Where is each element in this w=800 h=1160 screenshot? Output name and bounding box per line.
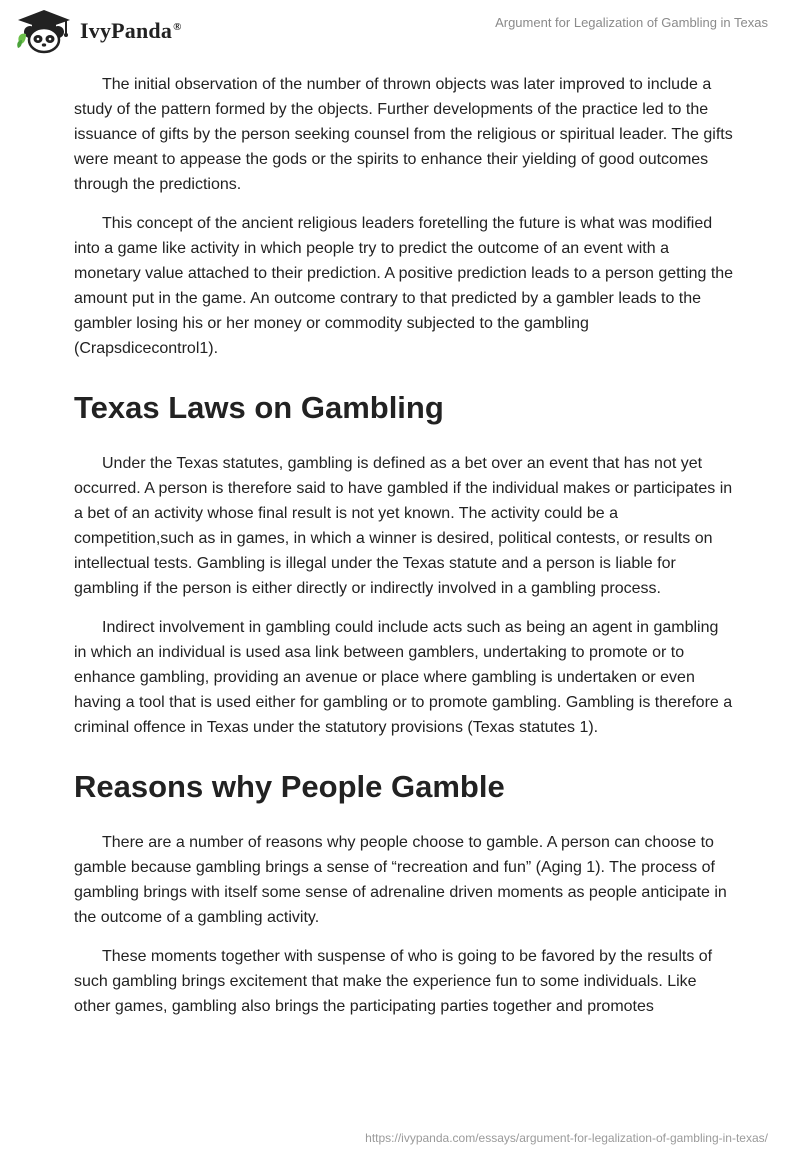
paragraph: Indirect involvement in gambling could include acts such as being an agent in gambling in which an individual is used asa link between gamblers, undertaking to promote or to enhance gambling, providing an avenue or place where gambling is undertaken or even having a tool that is used either for gambling or to promote gambling. Gambling is therefore a criminal offence in Texas under the statutory provisions (Texas statutes 1).: [74, 619, 733, 736]
source-url[interactable]: https://ivypanda.com/essays/argument-for-legalization-of-gambling-in-texas/: [365, 1131, 768, 1145]
document-title: Argument for Legalization of Gambling in Texas: [495, 15, 768, 30]
paragraph: This concept of the ancient religious leaders foretelling the future is what was modified into a game like activity in which people try to predict the outcome of an event with a monetary value attached to their prediction. A positive prediction leads to a person getting the amount put in the game. An outcome contrary to that predicted by a gambler leads to the gambler losing his or her money or commodity subjected to the gambling (Crapsdicecontrol1).: [74, 215, 734, 357]
paragraph: There are a number of reasons why people choose to gamble. A person can choose to gamble because gambling brings a sense of “recreation and fun” (Aging 1). The process of gambling brings with itself some sense of adrenaline driven moments as people anticipate in the outcome of a gambling activity.: [74, 834, 727, 926]
brand-logo[interactable]: [14, 8, 182, 54]
essay-body: [74, 72, 734, 1033]
paragraph: Under the Texas statutes, gambling is defined as a bet over an event that has not yet occurred. A person is therefore said to have gambled if the individual makes or participates in a bet of an activity whose final result is not yet known. The activity could be a competition,such as in games, in which a winner is desired, political contests, or results on intellectual tests. Gambling is illegal under the Texas statute and a person is liable for gambling if the person is either directly or indirectly involved in a gambling process.: [74, 455, 733, 597]
paragraph: These moments together with suspense of who is going to be favored by the results of such gambling brings excitement that make the experience fun to some individuals. Like other games, gambling also brings the participating parties together and promotes: [74, 948, 713, 1015]
paragraph: The initial observation of the number of thrown objects was later improved to include a study of the pattern formed by the objects. Further developments of the practice led to the issuance of gifts by the person seeking counsel from the religious or spiritual leader. The gifts were meant to appease the gods or the spirits to enhance their yielding of good outcomes through the predictions.: [74, 76, 733, 193]
section-heading-reasons: Reasons why People Gamble: [74, 769, 505, 804]
panda-graduate-icon: [14, 8, 74, 54]
brand-name: IvyPanda®: [80, 18, 182, 43]
section-heading-texas-laws: Texas Laws on Gambling: [74, 390, 444, 425]
page-header: [0, 0, 800, 66]
